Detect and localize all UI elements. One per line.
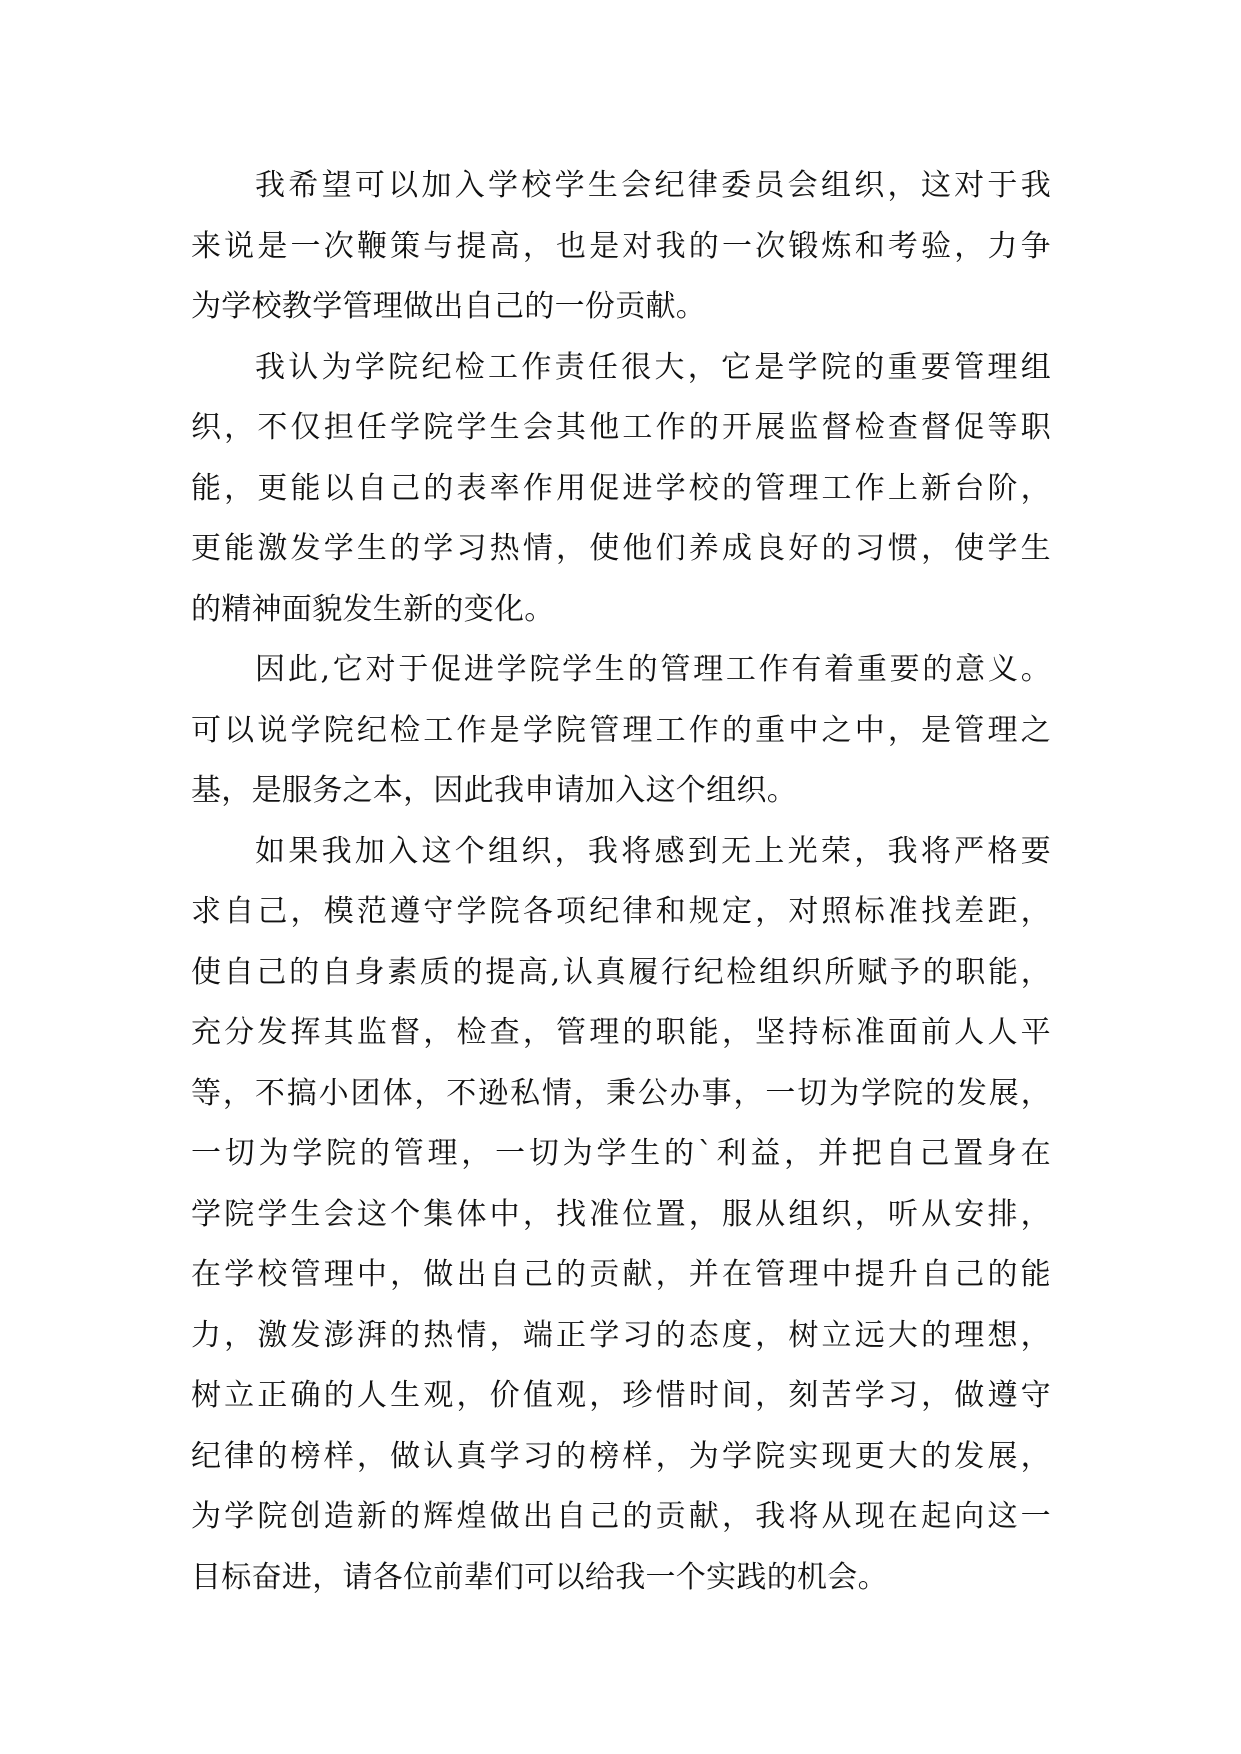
paragraph-line: 如果我加入这个组织，我将感到无上光荣，我将严格要 [255,833,1051,869]
paragraph-2 [191,338,1051,641]
paragraph-line: 我希望可以加入学校学生会纪律委员会组织，这对于我 [255,168,1051,203]
paragraph-line: 目标奋进，请各位前辈们可以给我一个实践的机会。 [191,1559,888,1595]
paragraph-line: 学院学生会这个集体中，找准位置，服从组织，听从安排， [191,1196,1051,1232]
document-body [191,156,1051,1608]
paragraph-line: 力，激发澎湃的热情，端正学习的态度，树立远大的理想， [191,1317,1051,1353]
paragraph-line: 为学校教学管理做出自己的一份贡献。 [191,289,707,324]
paragraph-3 [191,640,1051,822]
paragraph-line: 充分发挥其监督，检查，管理的职能，坚持标准面前人人平 [191,1015,1051,1050]
paragraph-4 [191,822,1051,1609]
paragraph-line: 我认为学院纪检工作责任很大，它是学院的重要管理组 [255,349,1051,385]
paragraph-line: 在学校管理中，做出自己的贡献，并在管理中提升自己的能 [191,1257,1051,1292]
paragraph-line: 的精神面貌发生新的变化。 [191,591,555,627]
paragraph-line: 纪律的榜样，做认真学习的榜样，为学院实现更大的发展， [191,1438,1051,1474]
paragraph-line: 一切为学院的管理，一切为学生的`利益，并把自己置身在 [191,1136,1051,1171]
paragraph-line: 使自己的自身素质的提高,认真履行纪检组织所赋予的职能， [191,954,1051,990]
paragraph-line: 求自己，模范遵守学院各项纪律和规定，对照标准找差距， [191,894,1051,929]
paragraph-line: 树立正确的人生观，价值观，珍惜时间，刻苦学习，做遵守 [191,1378,1051,1413]
paragraph-line: 能，更能以自己的表率作用促进学校的管理工作上新台阶， [191,470,1051,506]
paragraph-line: 等，不搞小团体，不逊私情，秉公办事，一切为学院的发展， [191,1075,1051,1111]
paragraph-1 [191,156,1051,338]
paragraph-line: 因此,它对于促进学院学生的管理工作有着重要的意义。 [255,652,1051,687]
paragraph-line: 可以说学院纪检工作是学院管理工作的重中之中，是管理之 [191,712,1051,748]
paragraph-line: 基，是服务之本，因此我申请加入这个组织。 [191,773,797,808]
paragraph-line: 来说是一次鞭策与提高，也是对我的一次锻炼和考验，力争 [191,228,1051,264]
paragraph-line: 更能激发学生的学习热情，使他们养成良好的习惯，使学生 [191,531,1051,566]
paragraph-line: 为学院创造新的辉煌做出自己的贡献，我将从现在起向这一 [191,1499,1051,1534]
paragraph-line: 织，不仅担任学院学生会其他工作的开展监督检查督促等职 [191,410,1051,445]
